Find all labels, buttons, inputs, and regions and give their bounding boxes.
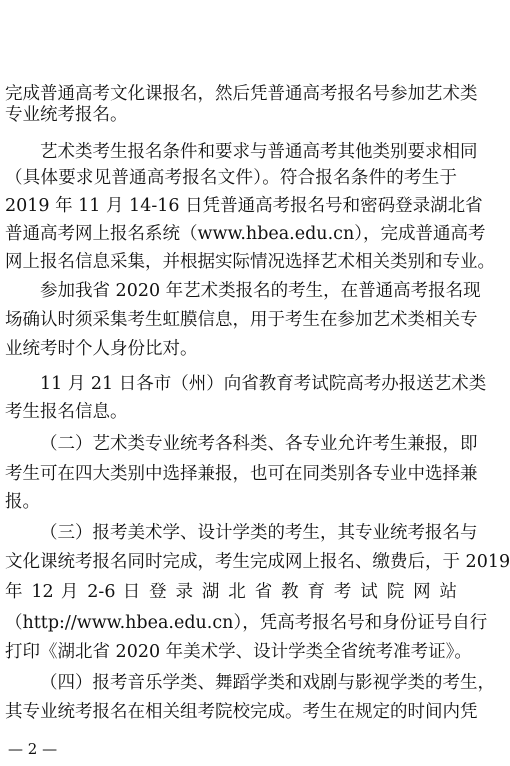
body-text-line: 完成普通高考文化课报名，然后凭普通高考报名号参加艺术类 xyxy=(5,84,478,104)
body-text-line: 11 月 21 日各市（州）向省教育考试院高考办报送艺术类 xyxy=(40,374,487,394)
body-text-line: 其专业统考报名在相关组考院校完成。考生在规定的时间内凭 xyxy=(5,702,478,722)
body-text-line: 艺术类考生报名条件和要求与普通高考其他类别要求相同 xyxy=(40,142,478,162)
body-text-line: 报。 xyxy=(5,492,40,512)
body-text-line: 场确认时须采集考生虹膜信息，用于考生在参加艺术类相关专 xyxy=(5,310,478,330)
body-text-line: （三）报考美术学、设计学类的考生，其专业统考报名与 xyxy=(40,523,478,543)
body-text-line: （具体要求见普通高考报名文件）。符合报名条件的考生于 xyxy=(5,168,457,188)
page-number: — 2 — xyxy=(8,740,58,758)
body-text-line: 参加我省 2020 年艺术类报名的考生，在普通高考报名现 xyxy=(40,281,481,301)
body-text-line: 2019 年 11 月 14-16 日凭普通高考报名号和密码登录湖北省 xyxy=(5,196,483,216)
body-text-line: 专业统考报名。 xyxy=(5,105,128,125)
body-text-line: 打印《湖北省 2020 年美术学、设计学类全省统考准考证》。 xyxy=(5,642,472,662)
body-text-line: （二）艺术类专业统考各科类、各专业允许考生兼报，即 xyxy=(40,434,478,454)
body-text-line: 考生可在四大类别中选择兼报，也可在同类别各专业中选择兼 xyxy=(5,464,478,484)
body-text-line: （http://www.hbea.edu.cn），凭高考报名号和身份证号自行 xyxy=(5,613,488,633)
body-text-line: 文化课统考报名同时完成，考生完成网上报名、缴费后，于 2019 xyxy=(5,552,510,572)
body-text-line: 网上报名信息采集，并根据实际情况选择艺术相关类别和专业。 xyxy=(5,252,495,272)
body-text-line: 普通高考网上报名系统（www.hbea.edu.cn），完成普通高考 xyxy=(5,224,486,244)
body-text-line: 年 12 月 2-6 日 登 录 湖 北 省 教 育 考 试 院 网 站 xyxy=(5,582,457,602)
body-text-line: 考生报名信息。 xyxy=(5,402,128,422)
body-text-line: （四）报考音乐学类、舞蹈学类和戏剧与影视学类的考生， xyxy=(40,673,495,693)
body-text-line: 业统考时个人身份比对。 xyxy=(5,339,198,359)
